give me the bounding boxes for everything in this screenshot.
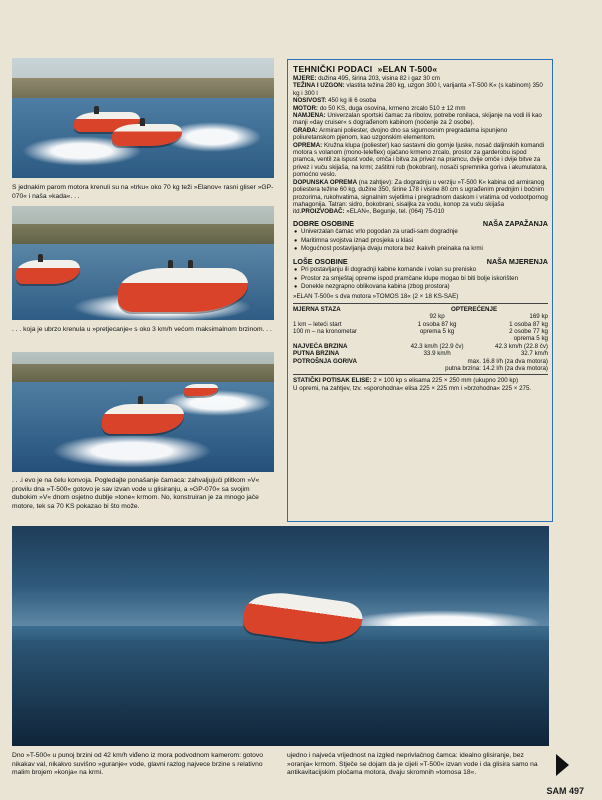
photo-leading-convoy xyxy=(12,352,274,472)
load-2-persons-1: 1 osoba 87 kg xyxy=(509,320,548,328)
load-1-equipment: oprema 5 kg xyxy=(419,327,455,335)
photo-underwater-hull xyxy=(12,526,549,746)
technical-specs-box xyxy=(287,59,553,522)
max-speed-label: NAJVEĆA BRZINA xyxy=(293,342,348,350)
caption-1: S jednakim parom motora krenuli su na »trku« oko 70 kg teži »Elanov« rasni gliser »GP-070« i naša »kada«. . . xyxy=(12,184,274,200)
caption-bottom-left: Dno »T-500« u punoj brzini od 42 km/h viđeno iz mora podvodnom kamerom: gotovo nikakav val, nikakvo suvišno »guranje« vode, glavni razlog najvece brzine s relativno malim brojem »konja« na krmi. xyxy=(12,752,263,777)
photo-overtaking xyxy=(12,206,274,320)
caption-bottom-right: ujedno i najveća vrijednost na izgled neprivlačnog čamca: idealno glisiranje, bez »oranja« krmom. Stječe se dojam da je cijeli »T-500« izvan vode i da glisira samo na antikavitacijskim pločama motora, dvaju skromnih »tomosa 18«. xyxy=(287,752,538,777)
spec-line-dimensions: MJERE: dužina 495, širina 203, visina 82 i gaz 30 cm xyxy=(293,75,440,82)
specs-title: TEHNIČKI PODACI »ELAN T-500« xyxy=(293,64,438,74)
cruise-speed-label: PUTNA BRZINA xyxy=(293,350,340,358)
cruise-speed-2: 32.7 km/h xyxy=(520,350,548,358)
engine-note: »ELAN T-500« s dva motora »TOMOS 18« (2 × 18 KS-SAE) xyxy=(293,293,459,301)
load-1-total: 92 kp xyxy=(429,313,445,321)
good-heading: DOBRE OSOBINE xyxy=(293,218,355,228)
fuel-label: POTROŠNJA GORIVA xyxy=(293,357,357,365)
track-1km: 1 km – leteći start xyxy=(293,320,342,328)
bad-item: ● Donekle nezgrapno oblikovana kabina (zbog prostora) xyxy=(293,283,548,291)
track-100m: 100 m – na kronometar xyxy=(293,327,357,335)
caption-2: . . . koja je ubrzo krenula u »pretjecanje« s oko 3 km/h većom maksimalnom brzinom. . . xyxy=(12,326,272,333)
bad-item: ● Prostor za smještaj opreme ispod pramčane klupe mogao bi biti bolje iskorišten xyxy=(293,275,548,283)
fuel-cruise: putna brzina: 14.2 l/h (za dva motora) xyxy=(445,365,548,372)
spec-line-construction: GRAĐA: Armirani poliester, dvojno dno sa sigurnosnim pregradama ispunjeno poliuretanskom pjenom, kao uzgonskim elementom. xyxy=(293,126,508,142)
bad-item: ● Pri postavljanju ili dogradnji kabine komande i volan su prenisko xyxy=(293,266,548,274)
caption-3: . . .i evo je na čelu konvoja. Pogledajte ponašanje čamaca: zahvaljujući plitkom »V« provilu dna »T-500« gotovo je sav izvan vode u glisiranju, a »GP-070« sa svojim dubokim »V« dnom osjetno dublje »tone« krmom. No, konstruiran je za mnogo jače motore, tek sa 70 KS pokazao bi što može. xyxy=(12,477,260,510)
load-2-equipment: oprema 5 kg xyxy=(513,335,548,343)
continue-arrow-icon xyxy=(556,754,569,776)
bad-heading: LOŠE OSOBINE xyxy=(293,256,348,266)
page-number: SAM 497 xyxy=(546,786,584,796)
cruise-speed-1: 33.9 km/h xyxy=(423,350,451,358)
static-thrust: STATIČKI POTISAK ELISE: 2 × 100 kp s elisama 225 × 250 mm (ukupno 200 kp) xyxy=(293,377,519,385)
spec-line-capacity: NOSIVOST: 450 kg ili 6 osoba xyxy=(293,97,377,105)
load-2-persons-2: 2 osobe 77 kg xyxy=(509,327,548,335)
divider xyxy=(293,374,548,375)
spec-line-purpose: NAMJENA: Univerzalan sportski čamac za ribolov, potrebe ronilaca, skijanje na vodi ili kao manji »day cruiser« s dograđenom kabinom (noćenje za 2 osobe). xyxy=(293,112,542,127)
spec-line-equipment: OPREMA: Kružna klupa (poliester) kao sastavni dio gornje ljuske, nosač daljinskih komandi motora s volanom (mono-teleflex) ojačano krmeno zrcalo, prostor za garderobu ispod pramca, ventil za ispust vode, omča i bitva za privez na pramcu, dvije omče i dvije bitve za privez i vuču skijaša, na krmi; zaštitni rub (bokobran), nosači spremnika goriva i akumulatora, pomoćno veslo. xyxy=(293,141,548,179)
load-2-total: 169 kp xyxy=(529,313,548,321)
good-item: ● Mogućnost postavljanja dvaju motora bez ikakvih preinaka na krmi xyxy=(293,245,548,253)
fuel-max: max. 16.8 l/h (za dva motora) xyxy=(467,357,548,365)
propeller-options: U opremi, na zahtjev, tzv. »sporohodna« elisa 225 × 225 mm i »brzohodna« 225 × 275. xyxy=(293,384,532,392)
max-speed-2: 42.3 km/h (22.8 čv) xyxy=(495,342,548,350)
bad-header-row xyxy=(293,258,548,267)
spec-line-extra-equipment: DOPUNSKA OPREMA (na zahtjev): Za dogradnju u verziju »T-500 K« kabina od armiranog poliestera težine 60 kg, dužine 350, širine 178 i visine 80 cm s ugrađenim prednjim i bočnim prozorima, rukohvatima, signalnim svjetlima i pregradnom daskom i vratima od vodootpornog mahagonija. Tatran: sidro, bokobrani, sisaljka za vodu, konop za vuču skijaša itd.PROIZVOĐAČ: »ELAN«, Begunje, tel. (064) 75-010 xyxy=(293,178,548,216)
divider xyxy=(293,303,548,304)
load-heading: OPTEREĆENJE xyxy=(451,305,498,313)
observations-heading: NAŠA ZAPAŽANJA xyxy=(482,218,548,228)
spec-line-motor: MOTOR: do 50 KS, duga osovina, krmeno zrcalo 510 ± 12 mm xyxy=(293,104,466,112)
good-item: ● Univerzalan čamac vrlo pogodan za uradi-sam dogradnje xyxy=(293,228,548,236)
measurements-table xyxy=(293,306,548,373)
measurements-heading: NAŠA MJERENJA xyxy=(486,256,548,266)
photo-two-boats-start xyxy=(12,58,274,178)
load-1-persons: 1 osoba 87 kg xyxy=(417,320,457,328)
max-speed-1: 42.3 km/h (22.9 čv) xyxy=(410,342,464,350)
track-heading: MJERNA STAZA xyxy=(293,305,341,313)
good-item: ● Maritimna svojstva iznad prosjeka u klasi xyxy=(293,237,548,245)
good-header-row xyxy=(293,220,548,229)
spec-line-weight: TEŽINA I UZGON: vlastita težina 280 kg, uzgon 300 l, varijanta »T-500 K« (s kabinom) 350 kg i 300 l xyxy=(293,82,543,97)
